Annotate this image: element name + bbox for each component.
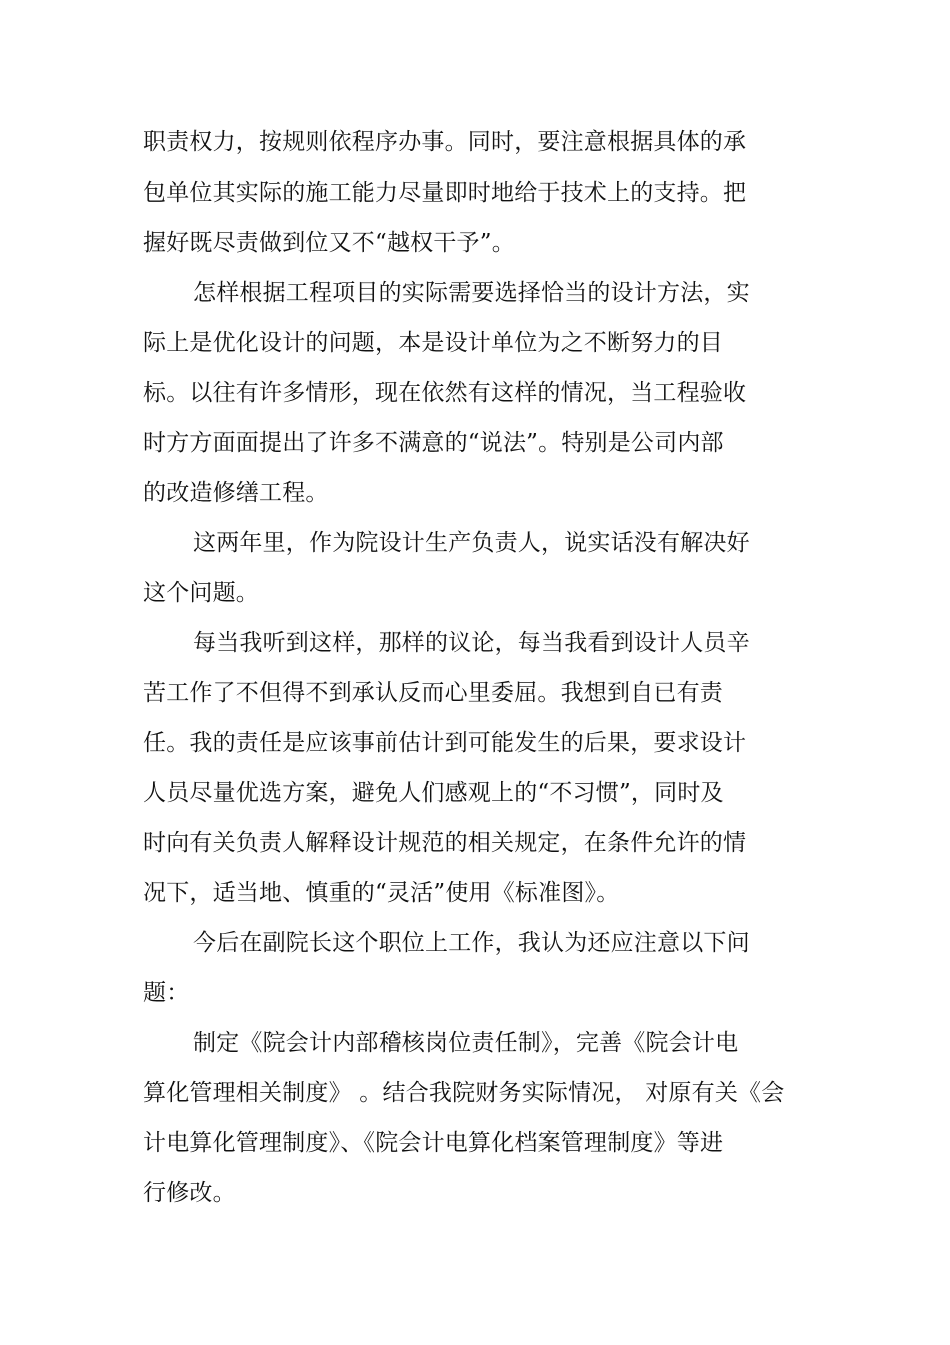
- text-line: 计电算化管理制度》、《院会计电算化档案管理制度》等进: [143, 1130, 724, 1156]
- paragraph-first-line: 怎样根据工程项目的实际需要选择恰当的设计方法，实: [193, 280, 750, 306]
- paragraph-first-line: 制定《院会计内部稽核岗位责任制》，完善《院会计电: [193, 1030, 739, 1056]
- text-line: 握好既尽责做到位又不“越权干予”。: [143, 230, 515, 256]
- text-line: 职责权力，按规则依程序办事。同时，要注意根据具体的承: [143, 129, 747, 155]
- text-line: 算化管理相关制度》 。结合我院财务实际情况， 对原有关《会: [143, 1080, 785, 1106]
- text-line: 的改造修缮工程。: [143, 480, 329, 506]
- paragraph-first-line: 每当我听到这样，那样的议论，每当我看到设计人员辛: [193, 630, 750, 656]
- text-line: 时方方面面提出了许多不满意的“说法”。特别是公司内部: [143, 430, 724, 456]
- text-line: 苦工作了不但得不到承认反而心里委屈。我想到自已有责: [143, 680, 723, 706]
- text-line: 际上是优化设计的问题，本是设计单位为之不断努力的目: [143, 330, 723, 356]
- paragraph-first-line: 这两年里，作为院设计生产负责人，说实话没有解决好: [193, 530, 750, 556]
- text-line: 人员尽量优选方案，避免人们感观上的“不习惯”，同时及: [143, 780, 724, 806]
- text-line: 包单位其实际的施工能力尽量即时地给于技术上的支持。把: [143, 180, 747, 206]
- text-line: 行修改。: [143, 1180, 236, 1206]
- text-line: 这个问题。: [143, 580, 259, 606]
- paragraph-first-line: 今后在副院长这个职位上工作，我认为还应注意以下问: [193, 930, 750, 956]
- text-line: 时向有关负责人解释设计规范的相关规定，在条件允许的情: [143, 830, 747, 856]
- text-line: 标。以往有许多情形，现在依然有这样的情况，当工程验收: [143, 380, 747, 406]
- text-line: 况下，适当地、慎重的“灵活”使用《标准图》。: [143, 880, 620, 906]
- text-line: 题：: [143, 980, 190, 1006]
- text-line: 任。我的责任是应该事前估计到可能发生的后果，要求设计: [143, 730, 747, 756]
